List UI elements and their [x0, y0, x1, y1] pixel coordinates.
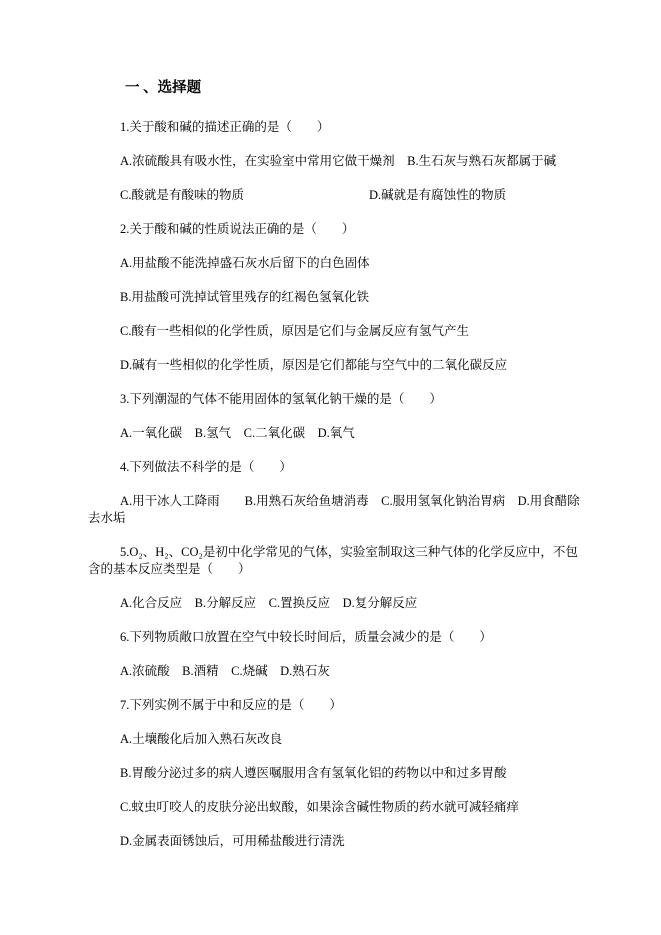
option-line: D.碱有一些相似的化学性质，原因是它们都能与空气中的二氧化碳反应	[120, 358, 508, 372]
option-line: A.土壤酸化后加入熟石灰改良	[120, 732, 283, 746]
option-line: A.用盐酸不能洗掉盛石灰水后留下的白色固体	[120, 256, 370, 270]
question-stem: 6.下列物质敞口放置在空气中较长时间后，质量会减少的是（ ）	[120, 630, 492, 644]
option-line: A.浓硫酸 B.酒精 C.烧碱 D.熟石灰	[120, 664, 330, 678]
option-line: A.用干冰人工降雨 B.用熟石灰给鱼塘消毒 C.服用氢氧化钠治胃病 D.用食醋除去水垢	[88, 494, 580, 525]
question-stem: 1.关于酸和碱的描述正确的是（ ）	[120, 120, 330, 134]
section-heading: 一 、选择题	[125, 80, 202, 96]
question-stem: 3.下列潮湿的气体不能用固体的氢氧化钠干燥的是（ ）	[120, 392, 442, 406]
option-line: A.浓硫酸具有吸水性，在实验室中常用它做干燥剂 B.生石灰与熟石灰都属于碱	[120, 154, 557, 168]
question-stem: 5.O₂、H₂、CO₂是初中化学常见的气体，实验室制取这三种气体的化学反应中，不包含的基本反应类型是（ ）	[88, 545, 578, 576]
option-line: B.用盐酸可洗掉试管里残存的红褐色氢氧化铁	[120, 290, 369, 304]
question-stem: 2.关于酸和碱的性质说法正确的是（ ）	[120, 222, 355, 236]
question-stem: 4.下列做法不科学的是（ ）	[120, 460, 292, 474]
option-line: C.酸有一些相似的化学性质，原因是它们与金属反应有氢气产生	[120, 324, 469, 338]
option-line: C.酸就是有酸味的物质 D.碱就是有腐蚀性的物质	[120, 188, 507, 202]
document-content	[88, 80, 588, 867]
option-line: D.金属表面锈蚀后，可用稀盐酸进行清洗	[120, 834, 345, 848]
question-list	[88, 119, 588, 850]
option-line: A.一氧化碳 B.氢气 C.二氧化碳 D.氧气	[120, 426, 355, 440]
option-line: A.化合反应 B.分解反应 C.置换反应 D.复分解反应	[120, 596, 418, 610]
option-line: B.胃酸分泌过多的病人遵医嘱服用含有氢氧化铝的药物以中和过多胃酸	[120, 766, 507, 780]
question-stem: 7.下列实例不属于中和反应的是（ ）	[120, 698, 342, 712]
option-line: C.蚊虫叮咬人的皮肤分泌出蚁酸，如果涂含碱性物质的药水就可减轻痛痒	[120, 800, 519, 814]
